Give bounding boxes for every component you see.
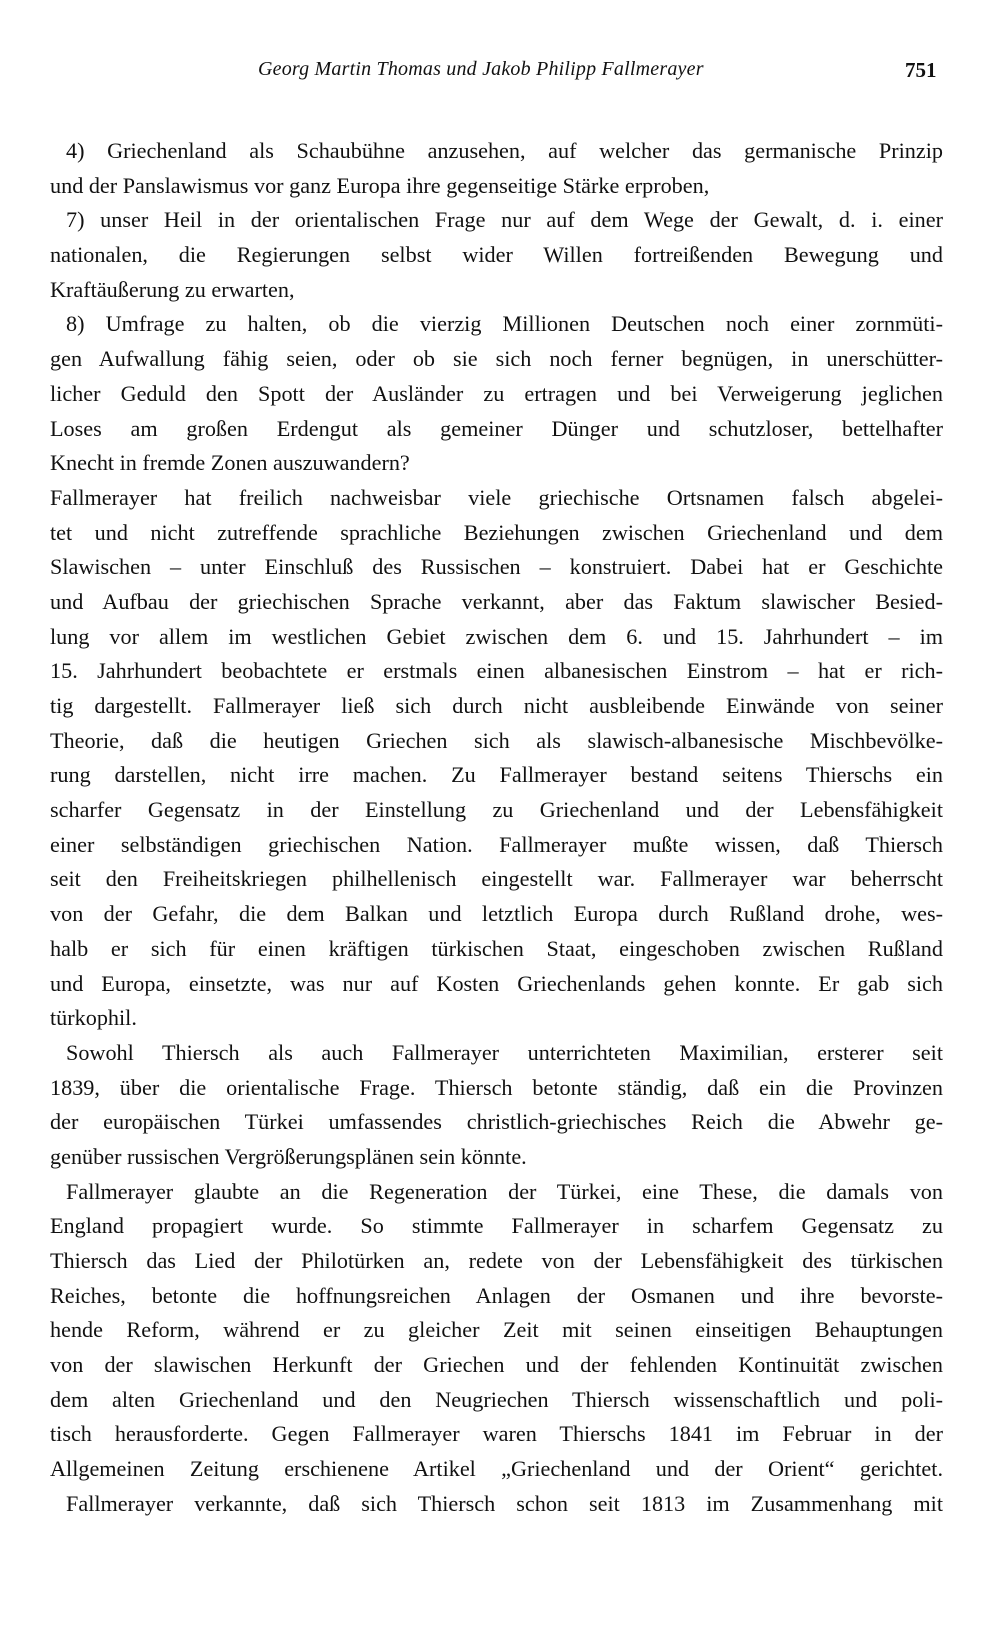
- text-line: von der Gefahr, die dem Balkan und letztlich Europa durch Rußland drohe, wes-: [50, 901, 943, 927]
- text-line: gen Aufwallung fähig seien, oder ob sie sich noch ferner begnügen, in unerschütter-: [50, 346, 943, 372]
- text-line: genüber russischen Vergrößerungsplänen sein könnte.: [50, 1143, 527, 1169]
- text-line: Reiches, betonte die hoffnungsreichen Anlagen der Osmanen und ihre bevorste-: [50, 1282, 943, 1308]
- text-line: tisch herausforderte. Gegen Fallmerayer waren Thierschs 1841 im Februar in der: [50, 1421, 943, 1447]
- text-line: türkophil.: [50, 1005, 137, 1031]
- running-head: Georg Martin Thomas und Jakob Philipp Fallmerayer: [258, 58, 704, 80]
- text-line: einer selbständigen griechischen Nation. Fallmerayer mußte wissen, daß Thiersch: [50, 831, 943, 857]
- text-line: seit den Freiheitskriegen philhellenisch eingestellt war. Fallmerayer war beherrscht: [50, 866, 943, 892]
- body-text: [50, 134, 943, 1522]
- text-line: Slawischen – unter Einschluß des Russischen – konstruiert. Dabei hat er Geschichte: [50, 554, 943, 580]
- text-line: 15. Jahrhundert beobachtete er erstmals einen albanesischen Einstrom – hat er rich-: [50, 658, 943, 684]
- text-line: Sowohl Thiersch als auch Fallmerayer unterrichteten Maximilian, ersterer seit: [66, 1039, 943, 1065]
- text-line: licher Geduld den Spott der Ausländer zu ertragen und bei Verweigerung jeglichen: [50, 380, 943, 406]
- text-line: tet und nicht zutreffende sprachliche Beziehungen zwischen Griechenland und dem: [50, 519, 943, 545]
- text-line: Thiersch das Lied der Philotürken an, redete von der Lebensfähigkeit des türkischen: [50, 1248, 943, 1273]
- text-line: Allgemeinen Zeitung erschienene Artikel „Griechenland und der Orient“ gerichtet.: [50, 1456, 943, 1482]
- text-line: 4) Griechenland als Schaubühne anzusehen, auf welcher das germanische Prinzip: [66, 138, 943, 163]
- text-line: Fallmerayer hat freilich nachweisbar viele griechische Ortsnamen falsch abgelei-: [50, 484, 943, 510]
- text-line: und Europa, einsetzte, was nur auf Kosten Griechenlands gehen konnte. Er gab sich: [50, 970, 943, 996]
- text-line: Knecht in fremde Zonen auszuwandern?: [50, 450, 410, 476]
- text-line: 1839, über die orientalische Frage. Thiersch betonte ständig, daß ein die Provinzen: [50, 1074, 943, 1100]
- text-line: der europäischen Türkei umfassendes christlich-griechisches Reich die Abwehr ge-: [50, 1109, 943, 1135]
- text-line: England propagiert wurde. So stimmte Fallmerayer in scharfem Gegensatz zu: [50, 1213, 943, 1239]
- text-line: dem alten Griechenland und den Neugriechen Thiersch wissenschaftlich und poli-: [50, 1386, 943, 1412]
- text-line: lung vor allem im westlichen Gebiet zwischen dem 6. und 15. Jahrhundert – im: [50, 623, 943, 649]
- text-line: scharfer Gegensatz in der Einstellung zu Griechenland und der Lebensfähigkeit: [50, 797, 943, 823]
- text-line: Kraftäußerung zu erwarten,: [50, 276, 295, 302]
- text-line: Fallmerayer glaubte an die Regeneration der Türkei, eine These, die damals von: [66, 1178, 943, 1204]
- text-line: Loses am großen Erdengut als gemeiner Dünger und schutzloser, bettelhafter: [50, 415, 943, 441]
- text-line: 8) Umfrage zu halten, ob die vierzig Millionen Deutschen noch einer zornmüti-: [66, 311, 943, 337]
- page-number: 751: [905, 58, 937, 82]
- text-line: von der slawischen Herkunft der Griechen und der fehlenden Kontinuität zwischen: [50, 1352, 943, 1378]
- text-line: und Aufbau der griechischen Sprache verkannt, aber das Faktum slawischer Besied-: [50, 588, 943, 614]
- text-line: 7) unser Heil in der orientalischen Frage nur auf dem Wege der Gewalt, d. i. einer: [66, 207, 943, 233]
- text-line: hende Reform, während er zu gleicher Zeit mit seinen einseitigen Behauptungen: [50, 1317, 943, 1343]
- text-line: halb er sich für einen kräftigen türkischen Staat, eingeschoben zwischen Rußland: [50, 935, 943, 961]
- text-line: Fallmerayer verkannte, daß sich Thiersch schon seit 1813 im Zusammenhang mit: [66, 1490, 943, 1516]
- text-line: nationalen, die Regierungen selbst wider Willen fortreißenden Bewegung und: [50, 242, 943, 268]
- text-line: rung darstellen, nicht irre machen. Zu Fallmerayer bestand seitens Thierschs ein: [50, 762, 943, 788]
- text-line: Theorie, daß die heutigen Griechen sich als slawisch-albanesische Mischbevölke-: [50, 727, 943, 753]
- text-line: und der Panslawismus vor ganz Europa ihre gegenseitige Stärke erproben,: [50, 172, 710, 198]
- text-line: tig dargestellt. Fallmerayer ließ sich durch nicht ausbleibende Einwände von seiner: [50, 693, 943, 718]
